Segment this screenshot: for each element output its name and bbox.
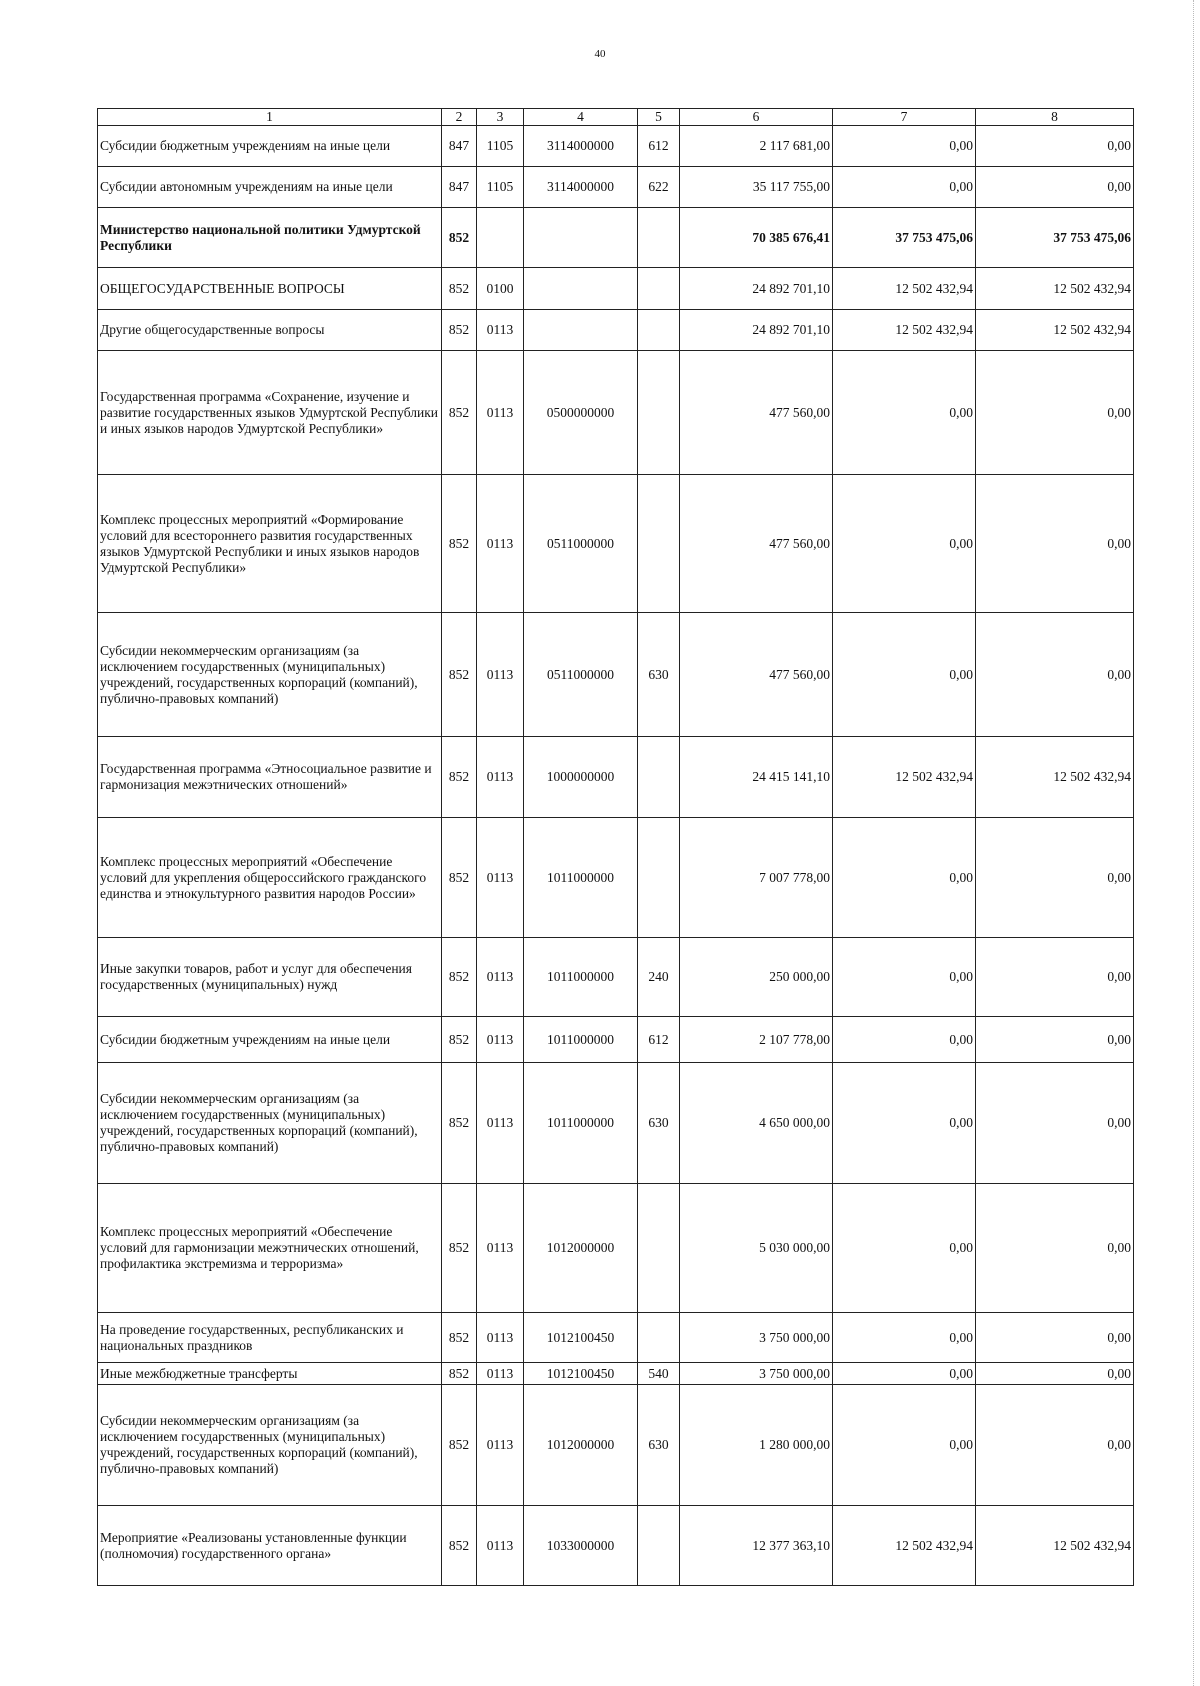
expense-type: 540 <box>638 1363 680 1385</box>
target-article <box>524 268 638 310</box>
section-code: 0113 <box>477 1385 524 1506</box>
amount-col6: 70 385 676,41 <box>680 208 833 268</box>
amount-col7: 0,00 <box>833 1063 976 1184</box>
amount-col8: 0,00 <box>976 613 1134 737</box>
target-article: 0511000000 <box>524 613 638 737</box>
table-row <box>98 268 1134 310</box>
table-row <box>98 310 1134 351</box>
row-name: Комплекс процессных мероприятий «Обеспечение условий для укрепления общероссийского гражданского единства и этнокультурного развития народов России» <box>98 818 442 938</box>
row-name: Государственная программа «Сохранение, изучение и развитие государственных языков Удмуртской Республики и иных языков народов Удмуртской Республики» <box>98 351 442 475</box>
amount-col7: 0,00 <box>833 1184 976 1313</box>
table-row <box>98 737 1134 818</box>
table-row <box>98 938 1134 1017</box>
row-name: Комплекс процессных мероприятий «Обеспечение условий для гармонизации межэтнических отношений, профилактика экстремизма и терроризма» <box>98 1184 442 1313</box>
amount-col7: 0,00 <box>833 1363 976 1385</box>
expense-type <box>638 351 680 475</box>
row-name: Субсидии бюджетным учреждениям на иные цели <box>98 1017 442 1063</box>
amount-col6: 24 892 701,10 <box>680 310 833 351</box>
section-code <box>477 208 524 268</box>
amount-col8: 0,00 <box>976 475 1134 613</box>
row-name: Субсидии некоммерческим организациям (за исключением государственных (муниципальных) учреждений, государственных корпораций (компаний), публично-правовых компаний) <box>98 1063 442 1184</box>
amount-col6: 2 117 681,00 <box>680 126 833 167</box>
section-code: 1105 <box>477 126 524 167</box>
table-row <box>98 208 1134 268</box>
section-code: 0113 <box>477 818 524 938</box>
section-code: 0113 <box>477 351 524 475</box>
amount-col6: 35 117 755,00 <box>680 167 833 208</box>
target-article: 1033000000 <box>524 1506 638 1586</box>
section-code: 0100 <box>477 268 524 310</box>
amount-col7: 12 502 432,94 <box>833 737 976 818</box>
scan-edge <box>1192 0 1194 1686</box>
amount-col8: 12 502 432,94 <box>976 268 1134 310</box>
row-name: Субсидии бюджетным учреждениям на иные цели <box>98 126 442 167</box>
expense-type <box>638 1184 680 1313</box>
expense-type <box>638 1313 680 1363</box>
section-code: 1105 <box>477 167 524 208</box>
grbs-code: 852 <box>442 1385 477 1506</box>
amount-col8: 12 502 432,94 <box>976 310 1134 351</box>
grbs-code: 852 <box>442 1506 477 1586</box>
amount-col7: 0,00 <box>833 1313 976 1363</box>
section-code: 0113 <box>477 737 524 818</box>
amount-col6: 3 750 000,00 <box>680 1313 833 1363</box>
amount-col8: 0,00 <box>976 1063 1134 1184</box>
target-article: 1011000000 <box>524 1017 638 1063</box>
budget-table <box>97 108 1134 1586</box>
amount-col8: 37 753 475,06 <box>976 208 1134 268</box>
grbs-code: 852 <box>442 818 477 938</box>
amount-col8: 0,00 <box>976 818 1134 938</box>
table-row <box>98 126 1134 167</box>
amount-col8: 0,00 <box>976 126 1134 167</box>
grbs-code: 852 <box>442 310 477 351</box>
target-article: 1011000000 <box>524 938 638 1017</box>
grbs-code: 847 <box>442 126 477 167</box>
expense-type: 630 <box>638 1385 680 1506</box>
header-cell: 6 <box>680 109 833 126</box>
grbs-code: 852 <box>442 613 477 737</box>
amount-col8: 0,00 <box>976 351 1134 475</box>
target-article: 3114000000 <box>524 126 638 167</box>
expense-type <box>638 818 680 938</box>
target-article: 1011000000 <box>524 818 638 938</box>
target-article: 1012000000 <box>524 1385 638 1506</box>
header-cell: 5 <box>638 109 680 126</box>
table-row <box>98 818 1134 938</box>
amount-col7: 0,00 <box>833 818 976 938</box>
amount-col6: 2 107 778,00 <box>680 1017 833 1063</box>
expense-type <box>638 310 680 351</box>
expense-type <box>638 737 680 818</box>
expense-type: 240 <box>638 938 680 1017</box>
amount-col7: 0,00 <box>833 1385 976 1506</box>
amount-col6: 5 030 000,00 <box>680 1184 833 1313</box>
amount-col6: 3 750 000,00 <box>680 1363 833 1385</box>
table-row <box>98 1363 1134 1385</box>
header-row <box>98 109 1134 126</box>
target-article: 1000000000 <box>524 737 638 818</box>
amount-col6: 477 560,00 <box>680 351 833 475</box>
amount-col7: 37 753 475,06 <box>833 208 976 268</box>
amount-col7: 0,00 <box>833 1017 976 1063</box>
amount-col8: 0,00 <box>976 938 1134 1017</box>
grbs-code: 852 <box>442 268 477 310</box>
grbs-code: 852 <box>442 1017 477 1063</box>
target-article: 3114000000 <box>524 167 638 208</box>
table-row <box>98 475 1134 613</box>
amount-col6: 1 280 000,00 <box>680 1385 833 1506</box>
target-article: 1011000000 <box>524 1063 638 1184</box>
grbs-code: 852 <box>442 1313 477 1363</box>
section-code: 0113 <box>477 613 524 737</box>
grbs-code: 852 <box>442 1184 477 1313</box>
row-name: ОБЩЕГОСУДАРСТВЕННЫЕ ВОПРОСЫ <box>98 268 442 310</box>
grbs-code: 847 <box>442 167 477 208</box>
section-code: 0113 <box>477 310 524 351</box>
table-row <box>98 1184 1134 1313</box>
expense-type: 622 <box>638 167 680 208</box>
section-code: 0113 <box>477 1363 524 1385</box>
section-code: 0113 <box>477 1184 524 1313</box>
amount-col6: 250 000,00 <box>680 938 833 1017</box>
amount-col6: 4 650 000,00 <box>680 1063 833 1184</box>
table-row <box>98 613 1134 737</box>
row-name: Субсидии автономным учреждениям на иные цели <box>98 167 442 208</box>
target-article: 0500000000 <box>524 351 638 475</box>
row-name: Государственная программа «Этносоциальное развитие и гармонизация межэтнических отношений» <box>98 737 442 818</box>
grbs-code: 852 <box>442 737 477 818</box>
header-cell: 7 <box>833 109 976 126</box>
amount-col7: 12 502 432,94 <box>833 1506 976 1586</box>
amount-col7: 0,00 <box>833 167 976 208</box>
table-row <box>98 1063 1134 1184</box>
amount-col7: 0,00 <box>833 938 976 1017</box>
amount-col7: 0,00 <box>833 351 976 475</box>
row-name: Мероприятие «Реализованы установленные функции (полномочия) государственного органа» <box>98 1506 442 1586</box>
section-code: 0113 <box>477 938 524 1017</box>
row-name: Субсидии некоммерческим организациям (за исключением государственных (муниципальных) учреждений, государственных корпораций (компаний), публично-правовых компаний) <box>98 613 442 737</box>
target-article <box>524 208 638 268</box>
header-cell: 8 <box>976 109 1134 126</box>
amount-col7: 12 502 432,94 <box>833 310 976 351</box>
target-article: 1012000000 <box>524 1184 638 1313</box>
amount-col7: 0,00 <box>833 126 976 167</box>
expense-type: 630 <box>638 1063 680 1184</box>
expense-type <box>638 475 680 613</box>
grbs-code: 852 <box>442 351 477 475</box>
grbs-code: 852 <box>442 1363 477 1385</box>
header-cell: 2 <box>442 109 477 126</box>
grbs-code: 852 <box>442 475 477 613</box>
expense-type <box>638 208 680 268</box>
grbs-code: 852 <box>442 208 477 268</box>
section-code: 0113 <box>477 1313 524 1363</box>
row-name: Иные закупки товаров, работ и услуг для обеспечения государственных (муниципальных) нужд <box>98 938 442 1017</box>
row-name: На проведение государственных, республиканских и национальных праздников <box>98 1313 442 1363</box>
header-cell: 1 <box>98 109 442 126</box>
grbs-code: 852 <box>442 1063 477 1184</box>
amount-col6: 24 415 141,10 <box>680 737 833 818</box>
target-article: 0511000000 <box>524 475 638 613</box>
amount-col7: 12 502 432,94 <box>833 268 976 310</box>
row-name: Министерство национальной политики Удмуртской Республики <box>98 208 442 268</box>
table-row <box>98 1506 1134 1586</box>
expense-type: 612 <box>638 126 680 167</box>
amount-col8: 0,00 <box>976 167 1134 208</box>
section-code: 0113 <box>477 1506 524 1586</box>
amount-col8: 0,00 <box>976 1184 1134 1313</box>
section-code: 0113 <box>477 475 524 613</box>
target-article: 1012100450 <box>524 1313 638 1363</box>
amount-col6: 7 007 778,00 <box>680 818 833 938</box>
expense-type <box>638 268 680 310</box>
table-row <box>98 1385 1134 1506</box>
amount-col8: 12 502 432,94 <box>976 1506 1134 1586</box>
table-row <box>98 167 1134 208</box>
row-name: Иные межбюджетные трансферты <box>98 1363 442 1385</box>
section-code: 0113 <box>477 1063 524 1184</box>
table-row <box>98 1313 1134 1363</box>
table-row <box>98 351 1134 475</box>
row-name: Комплекс процессных мероприятий «Формирование условий для всестороннего развития государственных языков Удмуртской Республики и иных языков народов Удмуртской Республики» <box>98 475 442 613</box>
amount-col7: 0,00 <box>833 475 976 613</box>
table-row <box>98 1017 1134 1063</box>
amount-col6: 477 560,00 <box>680 475 833 613</box>
amount-col8: 12 502 432,94 <box>976 737 1134 818</box>
header-cell: 3 <box>477 109 524 126</box>
amount-col8: 0,00 <box>976 1385 1134 1506</box>
target-article <box>524 310 638 351</box>
expense-type: 630 <box>638 613 680 737</box>
header-cell: 4 <box>524 109 638 126</box>
target-article: 1012100450 <box>524 1363 638 1385</box>
amount-col6: 12 377 363,10 <box>680 1506 833 1586</box>
section-code: 0113 <box>477 1017 524 1063</box>
row-name: Другие общегосударственные вопросы <box>98 310 442 351</box>
amount-col8: 0,00 <box>976 1363 1134 1385</box>
page-number: 40 <box>594 48 606 60</box>
amount-col7: 0,00 <box>833 613 976 737</box>
expense-type: 612 <box>638 1017 680 1063</box>
row-name: Субсидии некоммерческим организациям (за исключением государственных (муниципальных) учреждений, государственных корпораций (компаний), публично-правовых компаний) <box>98 1385 442 1506</box>
expense-type <box>638 1506 680 1586</box>
amount-col6: 24 892 701,10 <box>680 268 833 310</box>
amount-col8: 0,00 <box>976 1017 1134 1063</box>
grbs-code: 852 <box>442 938 477 1017</box>
amount-col8: 0,00 <box>976 1313 1134 1363</box>
amount-col6: 477 560,00 <box>680 613 833 737</box>
